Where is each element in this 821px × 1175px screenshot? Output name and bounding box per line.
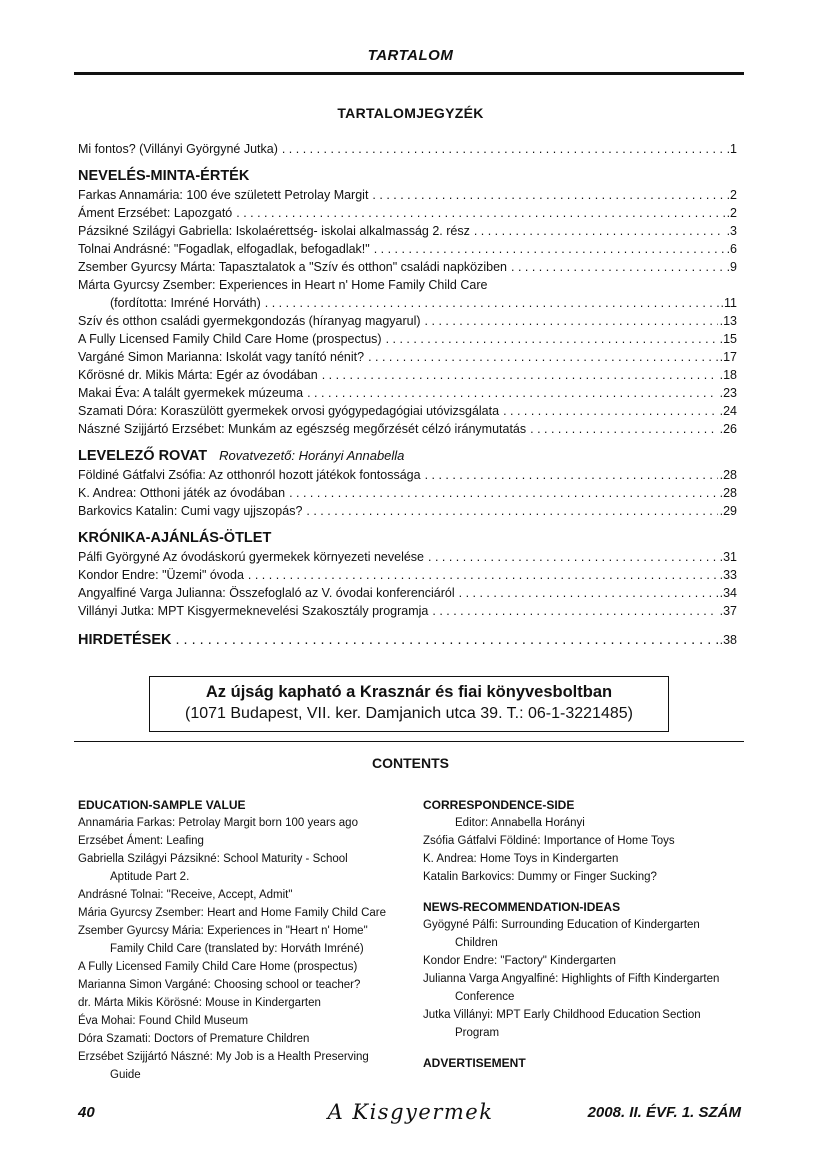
toc-entry-page: .6 [726,242,737,256]
contents-item-text: Julianna Varga Angyalfiné: Highlights of Fifth Kindergarten [423,973,720,985]
contents-item-continuation: Children [455,937,498,949]
toc-entry[interactable] [78,204,737,222]
toc-entry-page: .1 [726,142,737,156]
toc-entry[interactable] [78,602,737,620]
toc-entry-page: .17 [719,350,737,364]
toc-entry-title: Nászné Szijjártó Erzsébet: Munkám az egészség megőrzését célzó iránymutatás [78,422,527,436]
running-title: TARTALOM [367,47,454,64]
contents-item-text: Jutka Villányi: MPT Early Childhood Education Section [423,1009,701,1021]
dot-leader [428,548,718,566]
dot-leader [368,348,718,366]
toc-entry[interactable] [78,566,737,584]
toc-entry-title: Áment Erzsébet: Lapozgató [78,206,233,220]
toc-entry-page: .29 [719,504,737,518]
contents-item-text: A Fully Licensed Family Child Care Home (prospectus) [78,961,358,973]
contents-item-text: Zsember Gyurcsy Mária: Experiences in "Heart n' Home" [78,925,368,937]
notice-line-1: Az újság kapható a Krasznár és fiai könyvesboltban [205,683,613,701]
contents-item-text: Katalin Barkovics: Dummy or Finger Sucking? [423,871,657,883]
toc-entry-title: Farkas Annamária: 100 éve született Petrolay Margit [78,188,369,202]
contents-item-text: dr. Márta Mikis Körösné: Mouse in Kindergarten [78,997,321,1009]
toc-entry-page: .24 [719,404,737,418]
contents-item-text: Dóra Szamati: Doctors of Premature Children [78,1033,310,1045]
toc-entry-title: Tolnai Andrásné: "Fogadlak, elfogadlak, befogadlak!" [78,242,370,256]
contents-item-continuation: Guide [110,1069,141,1081]
toc-entry-title: Angyalfiné Varga Julianna: Összefoglaló az V. óvodai konferenciáról [78,586,455,600]
contents-left-column [78,796,408,1084]
toc-entry-title: Vargáné Simon Marianna: Iskolát vagy tanító nénit? [78,350,365,364]
contents-news-items [423,916,743,1042]
toc-entry-title: Barkovics Katalin: Cumi vagy ujjszopás? [78,504,303,518]
contents-ads-heading: ADVERTISEMENT [423,1056,526,1070]
contents-item [423,814,743,832]
contents-item [78,922,408,958]
contents-item-text: Erzsébet Szijjártó Nászné: My Job is a Health Preserving [78,1051,369,1063]
header-rule [74,72,744,75]
toc-entry[interactable] [78,548,737,566]
table-of-contents [78,140,737,650]
toc-entry[interactable] [78,366,737,384]
toc-entry-page: .28 [719,468,737,482]
contents-title: CONTENTS [372,755,449,771]
toc-entry[interactable] [78,466,737,484]
toc-entry-title: Villányi Jutka: MPT Kisgyermeknevelési Szakosztály programja [78,604,429,618]
contents-item [78,994,408,1012]
toc-entry-page: .31 [719,550,737,564]
contents-item [423,1006,743,1042]
toc-section-heading [78,166,737,186]
toc-entry-title: Zsember Gyurcsy Márta: Tapasztalatok a "Szív és otthon" családi napköziben [78,260,507,274]
contents-correspondence-heading: CORRESPONDENCE-SIDE [423,798,575,812]
toc-entry-title: Kőrösné dr. Mikis Márta: Egér az óvodában [78,368,318,382]
toc-entry-page: .2 [726,188,737,202]
contents-item-text: K. Andrea: Home Toys in Kindergarten [423,853,619,865]
toc-section-title: LEVELEZŐ ROVAT [78,448,208,464]
contents-news-heading: NEWS-RECOMMENDATION-IDEAS [423,900,621,914]
toc-entry[interactable] [78,348,737,366]
toc-section-editor: Rovatvezető: Horányi Annabella [219,448,405,463]
dot-leader [236,204,724,222]
toc-entry-title: Földiné Gátfalvi Zsófia: Az otthonról hozott játékok fontossága [78,468,421,482]
dot-leader [289,484,718,502]
contents-item-continuation: Program [455,1027,500,1039]
contents-left-items [78,814,408,1084]
toc-entry-title: Márta Gyurcsy Zsember: Experiences in Heart n' Home Family Child Care [78,278,488,292]
issue-info: 2008. II. ÉVF. 1. SZÁM [587,1104,741,1121]
toc-entry-page: .37 [719,604,737,618]
toc-entry-page: .23 [719,386,737,400]
toc-entry-page: .33 [719,568,737,582]
toc-entry-page: .2 [726,206,737,220]
dot-leader [511,258,725,276]
toc-entry-page: .26 [719,422,737,436]
contents-item [78,1030,408,1048]
toc-entry[interactable] [78,502,737,520]
toc-entry-title: Szív és otthon családi gyermekgondozás (híranyag magyarul) [78,314,421,328]
contents-item [423,952,743,970]
toc-entry[interactable] [78,384,737,402]
toc-entry-page: .13 [719,314,737,328]
toc-entry-title: (fordította: Imréné Horváth) [110,296,261,310]
toc-entry[interactable] [78,420,737,438]
page-number: 40 [78,1104,95,1121]
toc-entry[interactable] [78,276,737,294]
dot-leader [265,294,719,312]
contents-item-continuation: Family Child Care (translated by: Horváth Imréné) [110,943,364,955]
toc-entry[interactable] [78,186,737,204]
toc-entry-ads[interactable] [78,630,737,650]
contents-item-text: Mária Gyurcsy Zsember: Heart and Home Family Child Care [78,907,387,919]
contents-item [78,850,408,886]
toc-entry[interactable] [78,258,737,276]
contents-item [78,1048,408,1084]
toc-entry-title: Kondor Endre: "Üzemi" óvoda [78,568,244,582]
contents-left-heading: EDUCATION-SAMPLE VALUE [78,798,246,812]
contents-item [78,958,408,976]
dot-leader [425,312,718,330]
contents-item-text: Gyögyné Pálfi: Surrounding Education of Kindergarten [423,919,700,931]
dot-leader [432,602,717,620]
dot-leader [530,420,717,438]
dot-leader [459,584,718,602]
toc-section-heading [78,528,737,548]
toc-sections [78,166,737,620]
toc-entry[interactable] [78,402,737,420]
dot-leader [322,366,718,384]
contents-item-text: Gabriella Szilágyi Pázsikné: School Maturity - School [78,853,348,865]
contents-item [423,850,743,868]
toc-entry[interactable] [78,222,737,240]
toc-title: TARTALOMJEGYZÉK [337,105,484,121]
toc-section-title: NEVELÉS-MINTA-ÉRTÉK [78,168,250,184]
contents-item-text: Marianna Simon Vargáné: Choosing school or teacher? [78,979,361,991]
toc-ads-page: .38 [719,633,737,647]
dot-leader [425,466,718,484]
contents-item [78,886,408,904]
toc-entry-title: Makai Éva: A talált gyermekek múzeuma [78,386,304,400]
contents-item [78,1012,408,1030]
contents-item [78,832,408,850]
contents-item [423,868,743,886]
contents-item [78,814,408,832]
section-divider [74,741,744,742]
dot-leader [282,140,725,158]
contents-right-column [423,796,743,1072]
dot-leader [386,330,718,348]
contents-item-text: Erzsébet Áment: Leafing [78,835,204,847]
toc-entry-title: Pázsikné Szilágyi Gabriella: Iskolaérettség- iskolai alkalmasság 2. rész [78,224,470,238]
dot-leader [248,566,718,584]
toc-entry[interactable] [78,312,737,330]
contents-correspondence-items [423,814,743,886]
dot-leader [306,502,717,520]
dot-leader [372,186,724,204]
dot-leader [374,240,725,258]
dot-leader [307,384,718,402]
contents-item [78,904,408,922]
toc-ads-title: HIRDETÉSEK [78,632,172,648]
bookshop-notice [149,676,669,732]
toc-entry-page: .15 [719,332,737,346]
toc-entry-page: .3 [726,224,737,238]
dot-leader [474,222,725,240]
contents-item-text: Andrásné Tolnai: "Receive, Accept, Admit" [78,889,293,901]
contents-item-continuation: Aptitude Part 2. [110,871,190,883]
contents-item-continuation: Editor: Annabella Horányi [455,817,585,829]
toc-entry-title: K. Andrea: Otthoni játék az óvodában [78,486,286,500]
toc-entry[interactable] [78,294,737,312]
toc-entry[interactable] [78,584,737,602]
toc-section-heading [78,446,737,466]
toc-entry-title: Szamati Dóra: Koraszülött gyermekek orvosi gyógypedagógiai utóvizsgálata [78,404,500,418]
contents-item [423,832,743,850]
toc-entry-page: .18 [719,368,737,382]
contents-item-text: Kondor Endre: "Factory" Kindergarten [423,955,616,967]
toc-entry-title: A Fully Licensed Family Child Care Home (prospectus) [78,332,382,346]
contents-item-text: Zsófia Gátfalvi Földiné: Importance of Home Toys [423,835,675,847]
toc-section-title: KRÓNIKA-AJÁNLÁS-ÖTLET [78,530,272,546]
toc-entry[interactable] [78,330,737,348]
journal-name: A Kisgyermek [327,1100,494,1124]
toc-entry-page: .9 [726,260,737,274]
contents-item-text: Éva Mohai: Found Child Museum [78,1015,249,1027]
contents-item [78,976,408,994]
toc-entry-page: .28 [719,486,737,500]
contents-item [423,970,743,1006]
contents-item [423,916,743,952]
toc-entry[interactable] [78,240,737,258]
toc-entry-title: Mi fontos? (Villányi Györgyné Jutka) [78,142,278,156]
contents-item-continuation: Conference [455,991,515,1003]
toc-entry[interactable] [78,484,737,502]
toc-entry-intro[interactable] [78,140,737,158]
toc-entry-page: .11 [720,296,737,310]
toc-entry-page: .34 [719,586,737,600]
dot-leader [503,402,718,420]
contents-item-text: Annamária Farkas: Petrolay Margit born 100 years ago [78,817,358,829]
dot-leader [175,630,717,650]
notice-line-2: (1071 Budapest, VII. ker. Damjanich utca 39. T.: 06-1-3221485) [185,705,633,722]
toc-entry-title: Pálfi Györgyné Az óvodáskorú gyermekek környezeti nevelése [78,550,425,564]
